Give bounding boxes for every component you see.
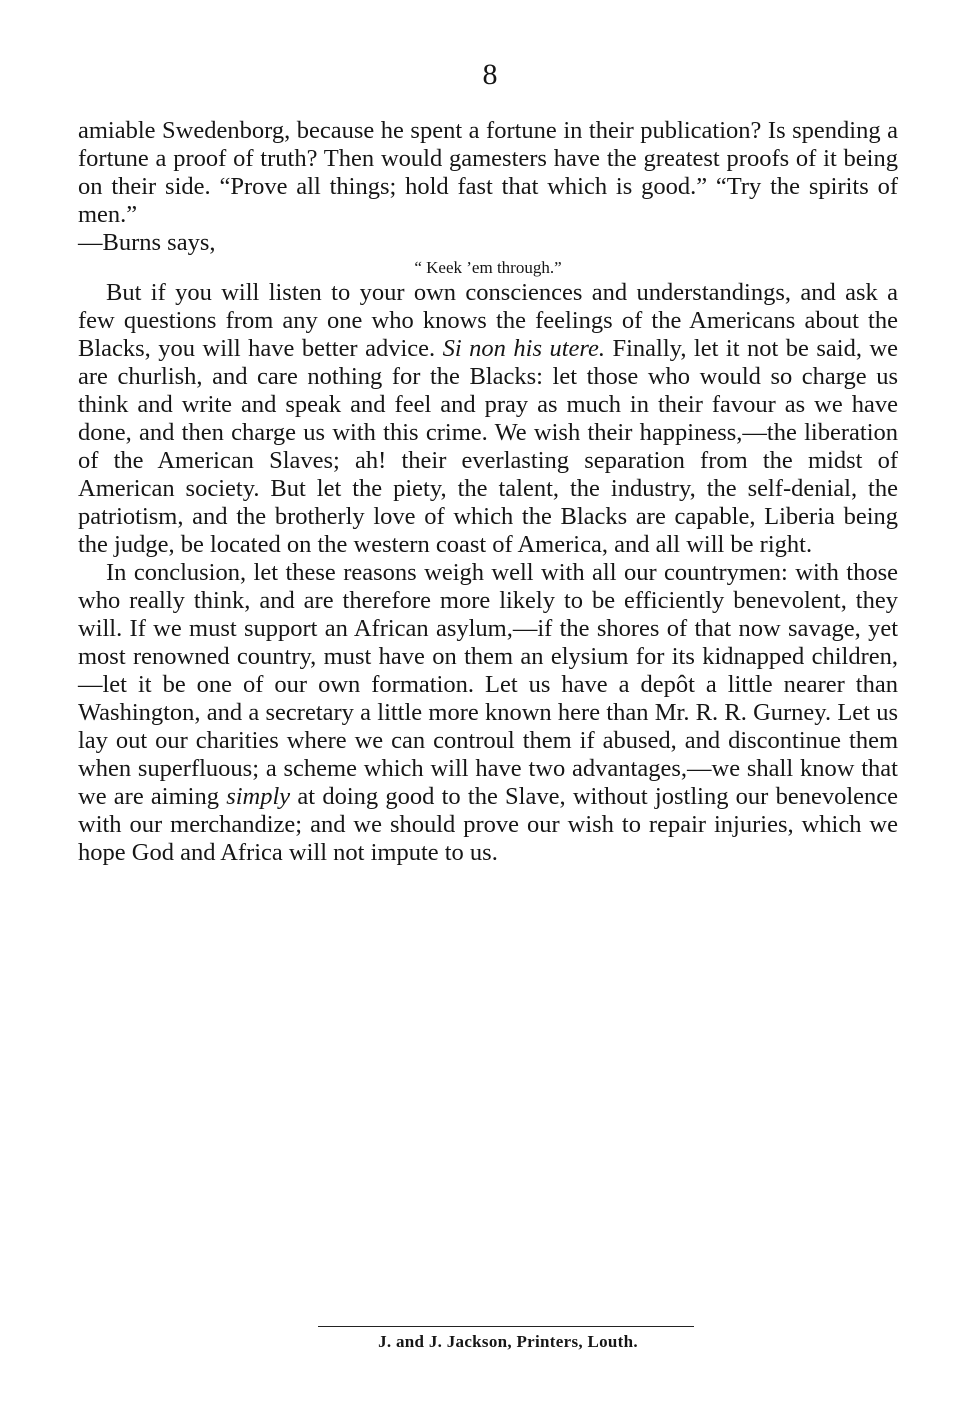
paragraph-consciences-text-2: Finally, let it not be said, we are churlish, and care nothing for the Blacks: let those who would so charge us think and write and speak and feel and pray as much in their favour as we have done, and then charge us with this crime. We wish their happiness,—the liberation of the American Slaves; ah! their everlasting separation from the midst of American society. But let the piety, the talent, the industry, the self-denial, the patriotism, and the brotherly love of which the Blacks are capable, Liberia being the judge, be located on the western coast of America, and all will be right.: [78, 335, 899, 558]
printer-imprint: J. and J. Jackson, Printers, Louth.: [378, 1332, 638, 1351]
opening-paragraph: amiable Swedenborg, because he spent a fortune in their publication? Is spending a fortune a proof of truth? Then would gamesters have the greatest proofs of it being on their side. “Prove all things; hold fast that which is good.” “Try the spirits of men.”: [78, 117, 898, 228]
paragraph-conclusion: [78, 559, 898, 867]
burns-quote: “ Keek ’em through.”: [414, 258, 562, 277]
latin-phrase: Si non his utere.: [442, 335, 606, 362]
paragraph-conclusion-text-1: In conclusion, let these reasons weigh well with all our countrymen: with those who really think, and are therefore more likely to be efficiently benevolent, they will. If we must support an African asylum,—if the shores of that now savage, yet most renowned country, must have on them an elysium for its kidnapped children,—let it be one of our own formation. Let us have a depôt a little nearer than Washington, and a secretary a little more known here than Mr. R. R. Gurney. Let us lay out our charities where we can controul them if abused, and discontinue them when superfluous; a scheme which will have two advantages,—we shall know that we are aiming: [78, 559, 898, 810]
paragraph-conclusion-text-2: at doing good to the Slave, without jostling our benevolence with our merchandize; and we should prove our wish to repair injuries, which we hope God and Africa will not impute to us.: [78, 783, 898, 866]
paragraph-consciences: [78, 279, 898, 559]
paragraph-consciences-text-1: But if you will listen to your own consciences and understandings, and ask a few questions from any one who knows the feelings of the Americans about the Blacks, you will have better advice.: [78, 279, 898, 362]
burns-attribution: —Burns says,: [78, 229, 216, 256]
body-text: [78, 117, 898, 867]
footer-rule: [318, 1326, 694, 1327]
emphasis-simply: simply: [226, 783, 291, 810]
page-number: 8: [482, 58, 498, 91]
